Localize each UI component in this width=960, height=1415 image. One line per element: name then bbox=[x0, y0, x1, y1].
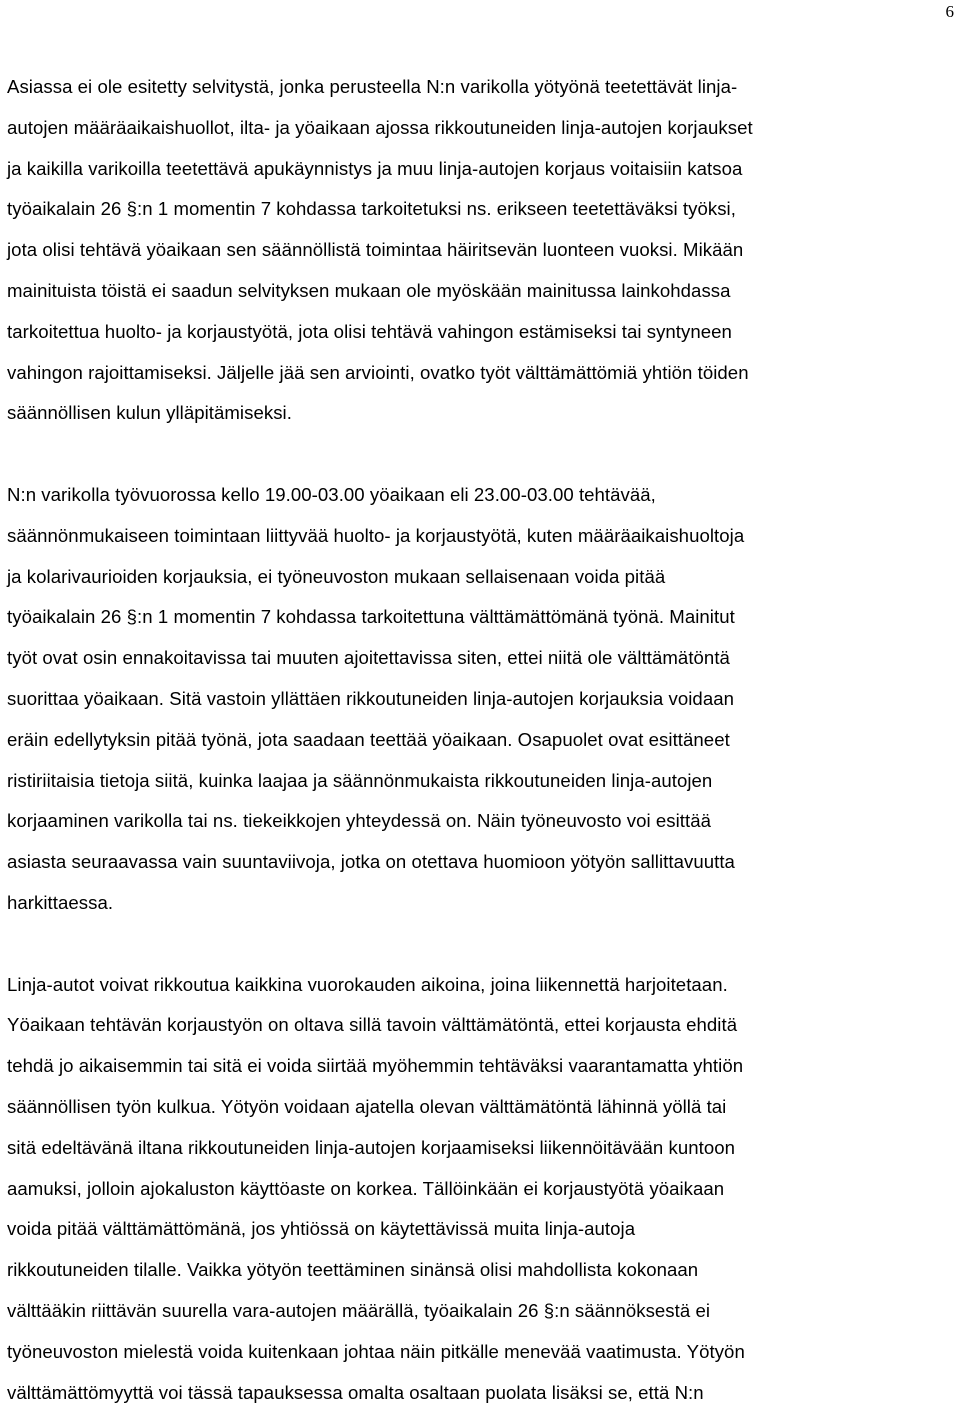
text-line: autojen määräaikaishuollot, ilta- ja yöaikaan ajossa rikkoutuneiden linja-autojen korjaukset bbox=[7, 116, 753, 138]
text-line: työneuvoston mielestä voida kuitenkaan johtaa näin pitkälle menevää vaatimusta. Yötyön bbox=[7, 1340, 745, 1362]
text-line: suorittaa yöaikaan. Sitä vastoin yllättäen rikkoutuneiden linja-autojen korjauksia voidaan bbox=[7, 687, 734, 709]
text-line: säännöllisen työn kulkua. Yötyön voidaan ajatella olevan välttämätöntä lähinnä yöllä tai bbox=[7, 1095, 727, 1117]
text-line: N:n varikolla työvuorossa kello 19.00-03.00 yöaikaan eli 23.00-03.00 tehtävää, bbox=[7, 483, 656, 505]
text-line: työt ovat osin ennakoitavissa tai muuten ajoitettavissa siten, ettei niitä ole välttämätöntä bbox=[7, 647, 730, 669]
paragraph-2 bbox=[7, 475, 953, 924]
text-line: työaikalain 26 §:n 1 momentin 7 kohdassa tarkoitettuna välttämättömänä työnä. Mainitut bbox=[7, 606, 735, 628]
text-line: jota olisi tehtävä yöaikaan sen säännöllistä toimintaa häiritsevän luonteen vuoksi. Mikään bbox=[7, 239, 744, 261]
text-line: asiasta seuraavassa vain suuntaviivoja, jotka on otettava huomioon yötyön sallittavuutta bbox=[7, 851, 735, 873]
text-line: harkittaessa. bbox=[7, 891, 114, 913]
text-line: välttääkin riittävän suurella vara-autojen määrällä, työaikalain 26 §:n säännöksestä ei bbox=[7, 1299, 711, 1321]
text-line: säännönmukaiseen toimintaan liittyvää huolto- ja korjaustyötä, kuten määräaikaishuoltoja bbox=[7, 524, 745, 546]
text-line: vahingon rajoittamiseksi. Jäljelle jää sen arviointi, ovatko työt välttämättömiä yhtiön töiden bbox=[7, 361, 749, 383]
text-line: ja kaikilla varikoilla teetettävä apukäynnistys ja muu linja-autojen korjaus voitaisiin katsoa bbox=[7, 157, 743, 179]
text-line: korjaaminen varikolla tai ns. tiekeikkojen yhteydessä on. Näin työneuvosto voi esittää bbox=[7, 810, 712, 832]
text-line: mainituista töistä ei saadun selvityksen mukaan ole myöskään mainitussa lainkohdassa bbox=[7, 279, 731, 301]
text-line: tarkoitettua huolto- ja korjaustyötä, jota olisi tehtävä vahingon estämiseksi tai syntyneen bbox=[7, 320, 732, 342]
document-body bbox=[7, 67, 953, 1413]
text-line: Yöaikaan tehtävän korjaustyön on oltava sillä tavoin välttämätöntä, ettei korjausta ehditä bbox=[7, 1014, 738, 1036]
text-line: rikkoutuneiden tilalle. Vaikka yötyön teettäminen sinänsä olisi mahdollista kokonaan bbox=[7, 1259, 699, 1281]
paragraph-3 bbox=[7, 965, 953, 1414]
paragraph-gap bbox=[7, 924, 953, 965]
text-line: eräin edellytyksin pitää työnä, jota saadaan teettää yöaikaan. Osapuolet ovat esittäneet bbox=[7, 728, 730, 750]
text-line: Linja-autot voivat rikkoutua kaikkina vuorokauden aikoina, joina liikennettä harjoitetaan. bbox=[7, 973, 728, 995]
text-line: sitä edeltävänä iltana rikkoutuneiden linja-autojen korjaamiseksi liikennöitävään kuntoon bbox=[7, 1136, 735, 1158]
text-line: ja kolarivaurioiden korjauksia, ei työneuvoston mukaan sellaisenaan voida pitää bbox=[7, 565, 666, 587]
text-line: aamuksi, jolloin ajokaluston käyttöaste on korkea. Tällöinkään ei korjaustyötä yöaikaan bbox=[7, 1177, 725, 1199]
text-line: voida pitää välttämättömänä, jos yhtiössä on käytettävissä muita linja-autoja bbox=[7, 1218, 636, 1240]
page-number: 6 bbox=[945, 2, 954, 21]
text-line: Asiassa ei ole esitetty selvitystä, jonka perusteella N:n varikolla yötyönä teetettävät linja- bbox=[7, 76, 738, 97]
text-line: välttämättömyyttä voi tässä tapauksessa omalta osaltaan puolata lisäksi se, että N:n bbox=[7, 1381, 704, 1403]
text-line: tehdä jo aikaisemmin tai sitä ei voida siirtää myöhemmin tehtäväksi vaarantamatta yhtiön bbox=[7, 1055, 744, 1077]
text-line: säännöllisen kulun ylläpitämiseksi. bbox=[7, 402, 292, 424]
text-line: ristiriitaisia tietoja siitä, kuinka laajaa ja säännönmukaista rikkoutuneiden linja-autojen bbox=[7, 769, 713, 791]
paragraph-gap bbox=[7, 434, 953, 475]
paragraph-1 bbox=[7, 67, 953, 434]
text-line: työaikalain 26 §:n 1 momentin 7 kohdassa tarkoitetuksi ns. erikseen teetettäväksi työksi, bbox=[7, 198, 736, 220]
